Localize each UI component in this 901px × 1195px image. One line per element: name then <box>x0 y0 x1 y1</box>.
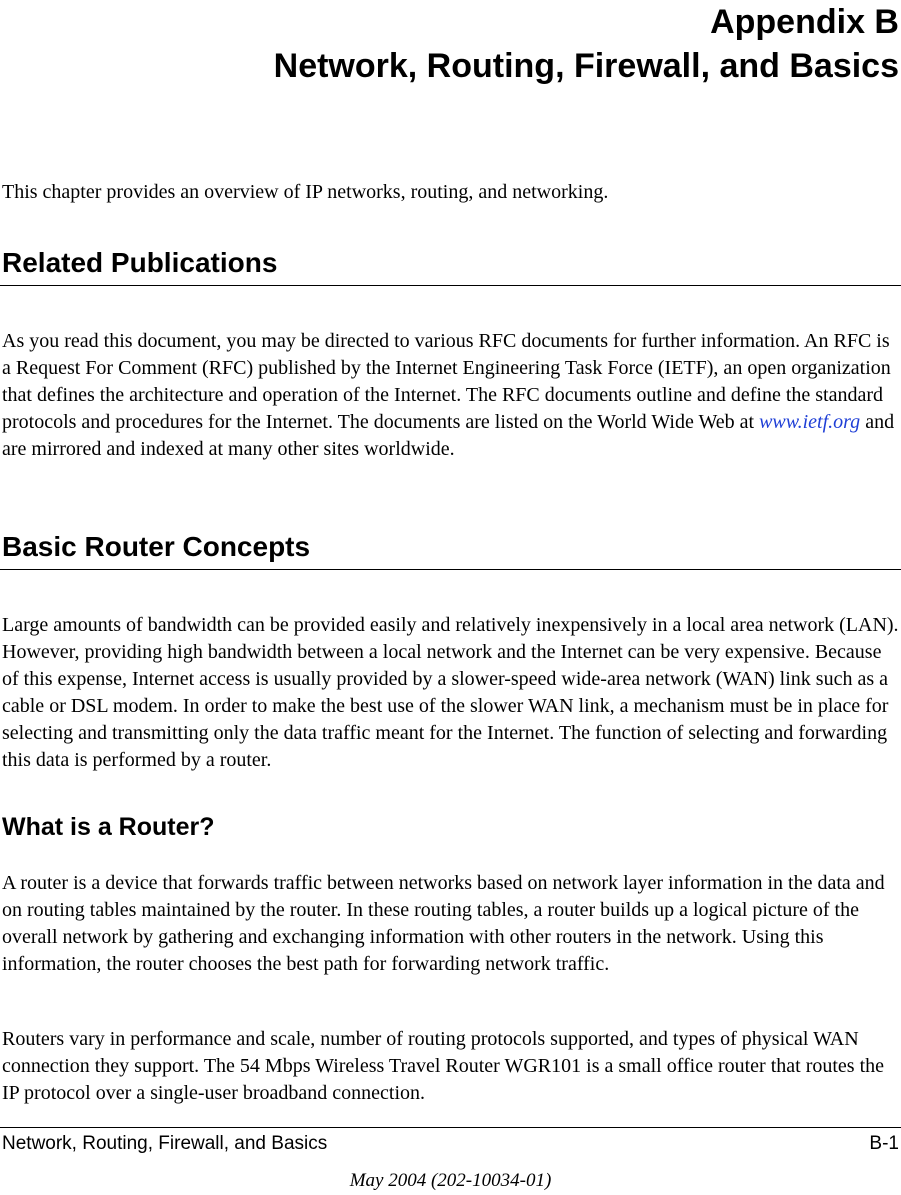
appendix-label: Appendix B <box>710 3 899 41</box>
what-is-a-router-heading: What is a Router? <box>2 813 215 841</box>
related-publications-heading: Related Publications <box>2 247 278 278</box>
footer-section-title: Network, Routing, Firewall, and Basics <box>2 1133 328 1154</box>
what-is-a-router-paragraph-1: A router is a device that forwards traffic between networks based on network layer information in the data and on routing tables maintained by the router. In these routing tables, a router builds up a logical picture of the overall network by gathering and exchanging information with other routers in the network. Using this information, the router chooses the best path for forwarding network traffic. <box>2 872 885 975</box>
related-publications-text-end: and are mirrored and indexed at many other sites worldwide. <box>2 411 895 460</box>
intro-paragraph: This chapter provides an overview of IP networks, routing, and networking. <box>2 181 609 203</box>
section-divider <box>0 569 901 570</box>
basic-router-concepts-paragraph: Large amounts of bandwidth can be provided easily and relatively inexpensively in a local area network (LAN). However, providing high bandwidth between a local network and the Internet can be very expensive. Because of this expense, Internet access is usually provided by a slower-speed wide-area network (WAN) link such as a cable or DSL modem. In order to make the best use of the slower WAN link, a mechanism must be in place for selecting and transmitting only the data traffic meant for the Internet. The function of selecting and forwarding this data is performed by a router. <box>2 614 899 771</box>
footer-date: May 2004 (202-10034-01) <box>349 1170 552 1191</box>
footer-divider <box>0 1127 901 1128</box>
section-divider <box>0 285 901 286</box>
page-number: B-1 <box>869 1133 899 1154</box>
related-publications-paragraph <box>2 328 901 463</box>
ietf-link[interactable]: www.ietf.org <box>759 411 861 433</box>
page-title <box>274 0 899 88</box>
what-is-a-router-paragraph-2: Routers vary in performance and scale, number of routing protocols supported, and types of physical WAN connection they support. The 54 Mbps Wireless Travel Router WGR101 is a small office router that routes the IP protocol over a single-user broadband connection. <box>2 1028 885 1104</box>
appendix-title: Network, Routing, Firewall, and Basics <box>273 47 899 85</box>
related-publications-text: As you read this document, you may be directed to various RFC documents for further information. An RFC is a Request For Comment (RFC) published by the Internet Engineering Task Force (IETF), an open organization that defines the architecture and operation of the Internet. The RFC documents outline and define the standard protocols and procedures for the Internet. The documents are listed on the World Wide Web at <box>2 330 891 433</box>
basic-router-concepts-heading: Basic Router Concepts <box>2 531 311 562</box>
